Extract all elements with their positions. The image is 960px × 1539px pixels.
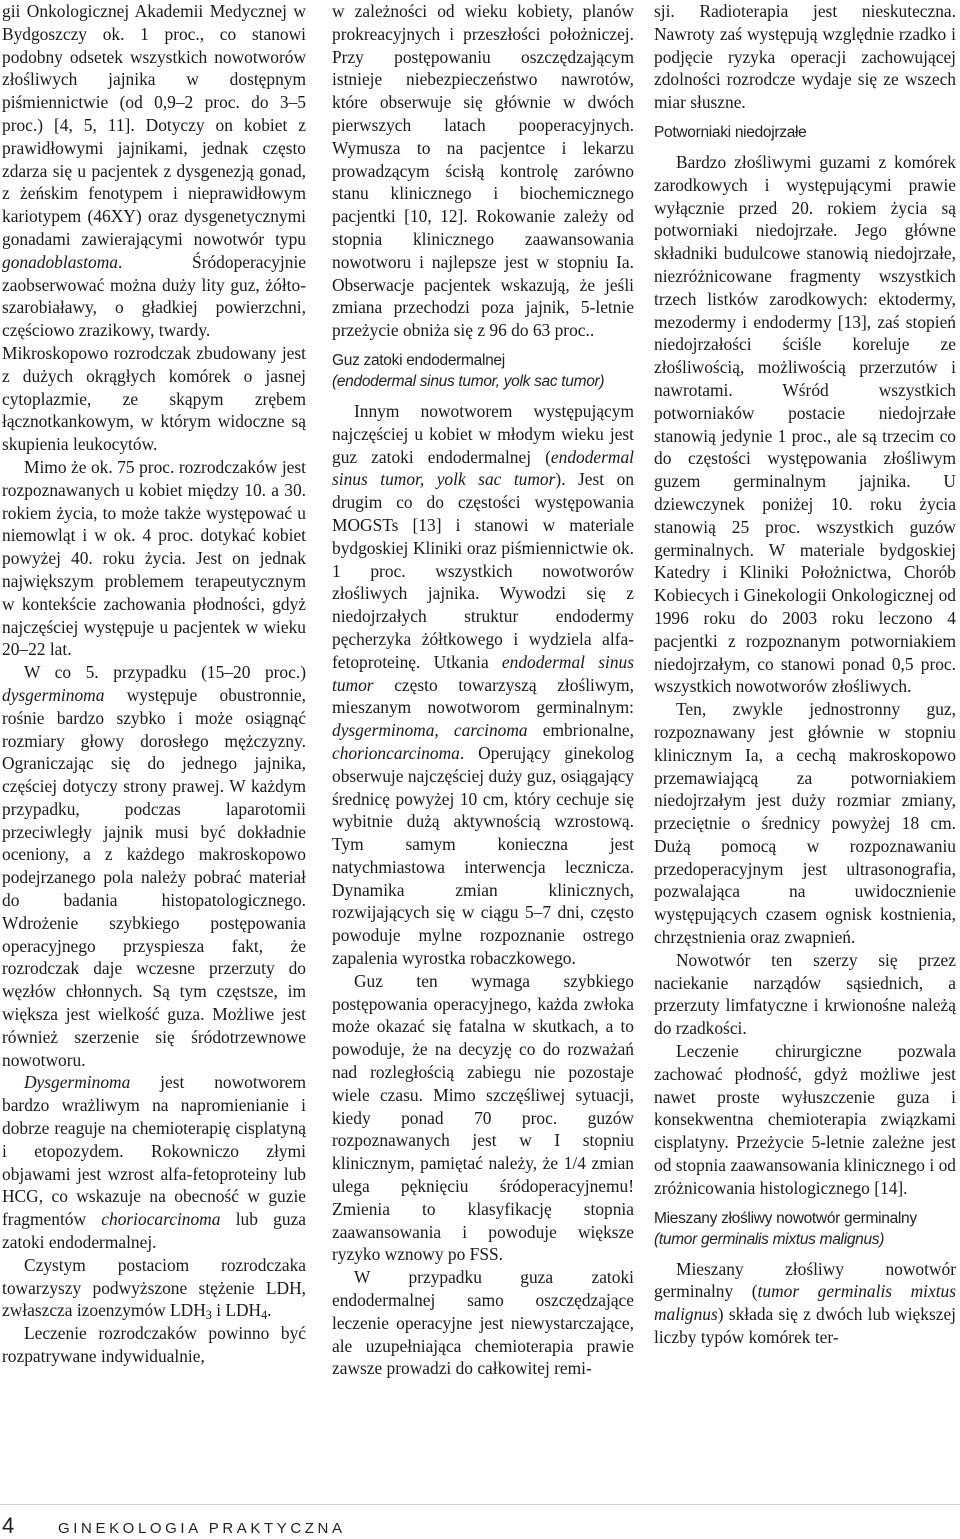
footer-divider xyxy=(0,1504,960,1505)
paragraph: Leczenie rozrodczaków powinno być rozpatrywane indywidualnie, xyxy=(2,1323,306,1367)
journal-name: GINEKOLOGIA PRAKTYCZNA xyxy=(58,1520,346,1537)
paragraph: W przypadku guza zatoki endodermalnej samo oszczędzające leczenie operacyjne jest niewystarczające, ale uzupełniająca chemioterapia prawie zawsze prowadzi do całkowitej remi- xyxy=(332,1267,634,1379)
paragraph: Innym nowotworem występującym najczęściej u kobiet w młodym wieku jest guz zatoki endodermalnej (endodermal sinus tumor, yolk sac tumor). Jest on drugim co do częstości występowania MOGSTs [13] i stanowi w materiale bydgoskiej Kliniki oraz piśmiennictwie ok. 1 proc. wszystkich nowotworów złośliwych jajnika. Wywodzi się z niedojrzałych struktur endodermy pęcherzyka żółtkowego i wydziela alfa-fetoproteinę. Utkania endodermal sinus tumor często towarzyszą złośliwym, mieszanym nowotworom germinalnym: dysgerminoma, carcinoma embrionalne, chorioncarcinoma. Operujący ginekolog obserwuje najczęściej duży guz, osiągający średnicę powyżej 10 cm, który cechuje się wybitnie dużą aktywnością wzrostową. Tym samym konieczna jest natychmiastowa interwencja lecznicza. Dynamika zmian klinicznych, rozwijających się w ciągu 5–7 dni, często powoduje mylne rozpoznanie ostrego zapalenia wyrostka robaczkowego. xyxy=(332,400,635,969)
section-heading: Mieszany złośliwy nowotwór germinalny (tumor germinalis mixtus malignus) xyxy=(654,1209,917,1248)
paragraph: Guz ten wymaga szybkiego postępowania operacyjnego, każda zwłoka może okazać się fatalna w skutkach, a to powoduje, że na decyzję co do rozważań nad rozległością zabiegu nie pozostaje wiele czasu. Mimo szczęśliwej sytuacji, kiedy ponad 70 proc. guzów rozpoznawanych jest w I stopniu klinicznym, pamiętać należy, że 1/4 zmian ulega pęknięciu śródoperacyjnemu! Zmienia to klasyfikację stopnia zaawansowania i powoduje większe ryzyko wznowy po FSS. xyxy=(332,970,634,1265)
paragraph: gii Onkologicznej Akademii Medycznej w Bydgoszczy ok. 1 proc., co stanowi podobny odsetek wszystkich nowotworów złośliwych jajnika w dostępnym piśmiennictwie (od 0,9–2 proc. do 3–5 proc.) [4, 5, 11]. Dotyczy on kobiet z prawidłowymi jajnikami, jednak często zdarza się u pacjentek z dysgenezją gonad, z żeńskim fenotypem i nieprawidłowym kariotypem (46XY) oraz dysgenetycznymi gonadami zawierającymi nowotwór typu gonadoblastoma. Śródoperacyjnie zaobserwować można duży lity guz, żółto-szarobiaławy, o gładkiej powierzchni, częściowo zrazikowy, twardy. xyxy=(2,1,306,341)
article-column-2 xyxy=(332,0,634,1380)
paragraph: Bardzo złośliwymi guzami z komórek zarodkowych i występującymi prawie wyłącznie przed 20. rokiem życia są potworniaki niedojrzałe. Jego główne składniki budulcowe stanowią niedojrzałe, niezróżnicowane fragmenty wszystkich trzech listków zarodkowych: ektodermy, mezodermy i endodermy [13], zaś stopień niedojrzałości ściśle koreluje ze złośliwością, możliwością przerzutów i nawrotami. Wśród wszystkich potworniaków postacie niedojrzałe stanowią jedynie 1 proc., ale są trzecim co do częstości występowania złośliwym guzem germinalnym jajnika. U dziewczynek poniżej 10. roku życia stanowią 25 proc. wszystkich guzów germinalnych. W materiale bydgoskiej Katedry i Kliniki Położnictwa, Chorób Kobiecych i Ginekologii Onkologicznej od 1996 roku do 2003 roku leczono 4 pacjentki z rozpoznanym potworniakiem niedojrzałym, co stanowi ponad 0,5 proc. wszystkich nowotworów złośliwych. xyxy=(654,151,956,697)
page-number: 4 xyxy=(2,1513,15,1538)
paragraph: W co 5. przypadku (15–20 proc.) dysgerminoma występuje obustronnie, rośnie bardzo szybko i może osiągnąć rozmiary głowy dorosłego mężczyzny. Ograniczając się do jednego jajnika, częściej dotyczy strony prawej. W każdym przypadku, podczas laparotomii przeciwległy jajnik musi być dokładnie oceniony, a z każdego makroskopowo podejrzanego pola należy pobrać materiał do badania histopatologicznego. Wdrożenie szybkiego postępowania operacyjnego przyspiesza fakt, że rozrodczak daje wczesne przerzuty do węzłów chłonnych. Są tym częstsze, im większa jest wielkość guza. Możliwe jest również szerzenie się śródotrzewnowe nowotworu. xyxy=(2,662,306,1070)
paragraph: Nowotwór ten szerzy się przez naciekanie narządów sąsiednich, a przerzuty limfatyczne i krwionośne należą do rzadkości. xyxy=(654,949,956,1039)
paragraph: Mimo że ok. 75 proc. rozrodczaków jest rozpoznawanych u kobiet między 10. a 30. rokiem życia, to może także występować u niemowląt i w ok. 4 proc. dotykać kobiet powyżej 40. roku życia. Jest on jednak największym problemem terapeutycznym w kontekście zachowania płodności, gdyż najczęściej występuje u pacjentek w wieku 20–22 lat. xyxy=(2,456,306,660)
paragraph: Dysgerminoma jest nowotworem bardzo wrażliwym na napromienianie i dobrze reaguje na chemioterapię cisplatyną i etopozydem. Rokowniczo złymi objawami jest wzrost alfa-fetoproteiny lub HCG, co wskazuje na obecność w guzie fragmentów choriocarcinoma lub guza zatoki endodermalnej. xyxy=(2,1072,307,1253)
paragraph: sji. Radioterapia jest nieskuteczna. Nawroty zaś występują względnie rzadko i podjęcie ryzyka operacji zachowującej zdolności rozrodcze wydaje się ze wszech miar słuszne. xyxy=(654,1,956,113)
paragraph: Ten, zwykle jednostronny guz, rozpoznawany jest głównie w stopniu klinicznym Ia, a cechą makroskopowo przemawiającą za potworniakiem niedojrzałym jest duży rozmiar zmiany, przeciętnie o średnicy powyżej 18 cm. Dużą pomocą w rozpoznawaniu przedoperacyjnym jest ultrasonografia, pozwalająca na uwidocznienie występujących czasem ognisk kostnienia, chrzęstnienia oraz zwapnień. xyxy=(654,699,956,948)
paragraph: w zależności od wieku kobiety, planów prokreacyjnych i przeszłości położniczej. Przy postępowaniu oszczędzającym istnieje niebezpieczeństwo nawrotów, które obserwuje się głównie w dwóch pierwszych latach pooperacyjnych. Wymusza to na pacjentce i lekarzu prowadzącym ścisłą kontrolę zarówno stanu klinicznego i biochemicznego pacjentki [10, 12]. Rokowanie zależy od stopnia klinicznego zaawansowania nowotworu i najlepsze jest w stopniu Ia. Obserwacje pacjentek wskazują, że jeśli zmiana przechodzi poza jajnik, 5-letnie przeżycie obniża się z 96 do 63 proc.. xyxy=(332,1,634,341)
section-heading: Potworniaki niedojrzałe xyxy=(654,123,807,141)
section-heading: Guz zatoki endodermalnej (endodermal sinus tumor, yolk sac tumor) xyxy=(332,351,605,390)
article-column-1 xyxy=(2,0,306,1368)
paragraph: Mieszany złośliwy nowotwór germinalny (tumor germinalis mixtus malignus) składa się z dwóch lub większej liczby typów komórek ter- xyxy=(654,1258,956,1348)
paragraph: Czystym postaciom rozrodczaka towarzyszy podwyższone stężenie LDH, zwłaszcza izoenzymów $LDH_3$ i $LDH_4$. xyxy=(2,1254,306,1323)
article-column-3 xyxy=(654,0,956,1349)
paragraph: Mikroskopowo rozrodczak zbudowany jest z dużych okrągłych komórek o jasnej cytoplazmie, ze skąpym zrębem łącznotkankowym, w którym widoczne są skupienia leukocytów. xyxy=(2,342,306,455)
paragraph: Leczenie chirurgiczne pozwala zachować płodność, gdyż możliwe jest nawet proste wyłuszczenie guza i konsekwentna chemioterapia związkami cisplatyny. Przeżycie 5-letnie zależne jest od stopnia zaawansowania klinicznego i od zróżnicowania histologicznego [14]. xyxy=(654,1041,956,1198)
